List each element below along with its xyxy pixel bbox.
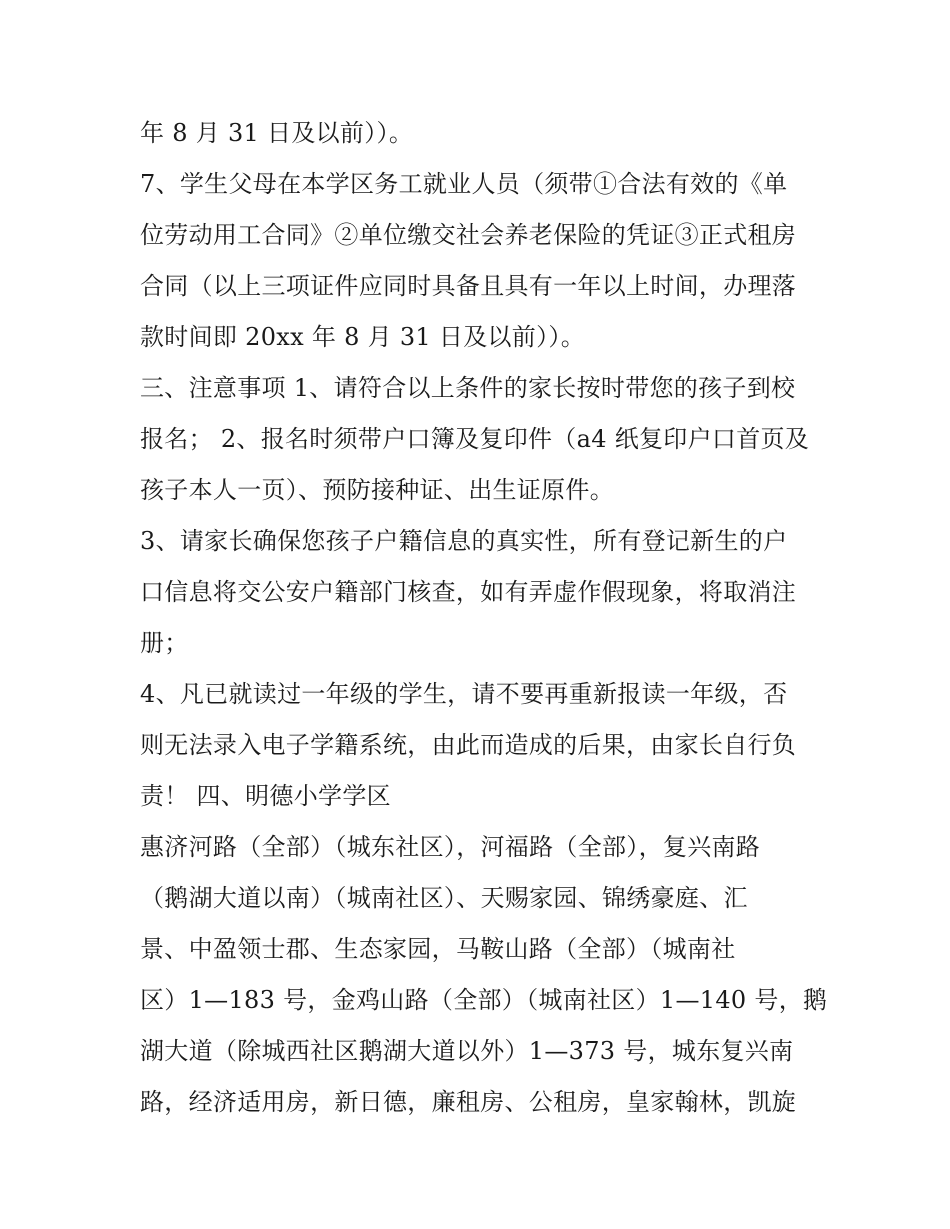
text-line: 路，经济适用房，新日德，廉租房、公租房，皇家翰林，凯旋 <box>140 1088 797 1116</box>
text-line: 4、凡已就读过一年级的学生，请不要再重新报读一年级，否 <box>140 680 788 708</box>
text-line: （鹅湖大道以南）（城南社区）、天赐家园、锦绣豪庭、汇 <box>140 884 748 912</box>
text-line: 则无法录入电子学籍系统，由此而造成的后果，由家长自行负 <box>140 731 797 759</box>
text-line: 景、中盈领士郡、生态家园，马鞍山路（全部）（城南社 <box>140 935 736 963</box>
text-line: 款时间即 20xx 年 8 月 31 日及以前））。 <box>140 323 585 351</box>
text-line: 三、注意事项 1、请符合以上条件的家长按时带您的孩子到校 <box>140 374 796 402</box>
text-line: 年 8 月 31 日及以前））。 <box>140 119 414 147</box>
text-line: 3、请家长确保您孩子户籍信息的真实性，所有登记新生的户 <box>140 527 788 555</box>
text-line: 位劳动用工合同》②单位缴交社会养老保险的凭证③正式租房 <box>140 221 797 249</box>
text-line: 册； <box>140 629 189 657</box>
document-body <box>140 108 828 1128</box>
text-line: 区）1—183 号，金鸡山路（全部）（城南社区）1—140 号，鹅 <box>140 986 828 1014</box>
text-line: 7、学生父母在本学区务工就业人员（须带①合法有效的《单 <box>140 170 788 198</box>
text-line: 口信息将交公安户籍部门核查，如有弄虚作假现象，将取消注 <box>140 578 797 606</box>
text-line: 合同（以上三项证件应同时具备且具有一年以上时间，办理落 <box>140 272 797 300</box>
text-line: 孩子本人一页）、预防接种证、出生证原件。 <box>140 476 614 504</box>
text-line: 湖大道（除城西社区鹅湖大道以外）1—373 号，城东复兴南 <box>140 1037 794 1065</box>
text-line: 惠济河路（全部）（城东社区），河福路（全部），复兴南路 <box>140 833 761 861</box>
text-line: 报名； 2、报名时须带户口簿及复印件（a4 纸复印户口首页及 <box>140 425 810 453</box>
text-line: 责！ 四、明德小学学区 <box>140 782 391 810</box>
